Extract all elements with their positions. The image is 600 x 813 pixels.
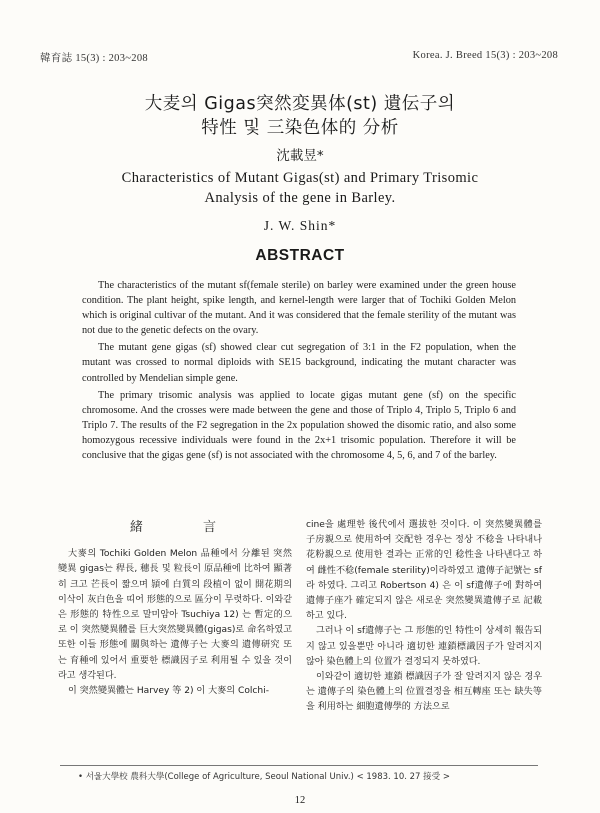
korean-title-line-2: 特性 및 三染色体的 分析 xyxy=(201,118,399,138)
english-title-line-1: Characteristics of Mutant Gigas(st) and Primary Trisomic xyxy=(121,170,479,186)
journal-header-english: Korea. J. Breed 15(3) : 203~208 xyxy=(412,50,558,61)
korean-title-line-1: 大麦의 Gigas突然変異体(st) 遺伝子의 xyxy=(144,94,456,114)
intro-paragraph-1: 大麥의 Tochiki Golden Melon 品種에서 分離된 突然變異 gigas는 稈長, 穗長 및 粒長이 原品種에 比하여 顯著히 크고 芒長이 짧으며 頴에 白質의 段植이 없이 開花期의 이삭이 灰白色을 띠어 形態的으로 區分이 무렷하다. 이와같은 形態的 特性으로 말미암아 Tsuchiya 12) 는 暫定的으로 이 突然變異體를 巨大突然變異體(gigas)로 命名하였고 또한 이들 形態에 關與하는 遺傳子는 大麥의 遺傳研究 또는 育種에 있어서 重要한 標識因子로 利用될 수 있을 것이라고 생각된다. xyxy=(58,549,292,681)
abstract-paragraph-2: The mutant gene gigas (sf) showed clear cut segregation of 3:1 in the F2 population, when the mutant was crossed to normal diploids with SE15 background, indicating the mutant character was controlled by Mendelian simple gene. xyxy=(82,342,516,384)
body-column-left xyxy=(58,518,292,699)
journal-header-korean: 韓育誌 15(3) : 203~208 xyxy=(40,53,148,64)
abstract-heading: ABSTRACT xyxy=(255,247,345,264)
footnote-divider xyxy=(60,765,538,766)
author-affiliation-footnote: • 서울大學校 農科大學(College of Agriculture, Seoul National Univ.) < 1983. 10. 27 接受 > xyxy=(78,772,450,782)
page-number: 12 xyxy=(294,795,306,806)
abstract-paragraph-3: The primary trisomic analysis was applied to locate gigas mutant gene (sf) on the specific chromosome. And the crosses were made between the gene and those of Triplo 4, Triplo 5, Triplo 6 and Triplo 7. The results of the F2 segregation in the 2x population showed the disomic ratio, and also some homozygous recessive individuals were found in the 2x+1 trisomic population. Therefore it will be conclusive that the gigas gene (sf) is not associated with the chromosome 4, 5, 6, and 7 of the barley. xyxy=(82,389,516,462)
introduction-heading: 緒 言 xyxy=(129,520,245,535)
intro-paragraph-2: 이 突然變異體는 Harvey 等 2) 이 大麥의 Colchi- xyxy=(68,686,269,697)
intro-paragraph-2-continued: cine을 處理한 後代에서 選拔한 것이다. 이 突然變異體를 子房親으로 使用하여 交配한 경우는 정상 不稔을 나타내나 花粉親으로 使用한 결과는 正常的인 稔性을 나타낸다고 하여 雌性不稔(female sterility)이라하였고 遺傳子記號는 sf라 하였다. 그리고 Robertson 4) 은 이 sf遺傳子에 對하여 遺傳子座가 確定되지 않은 새로운 突然變異遺傳子로 記載하고 있다. xyxy=(306,520,542,622)
intro-paragraph-4: 이와같이 適切한 連鎖 標識因子가 잘 알려지지 않은 경우는 遺傳子의 染色體上의 位置결정을 相互轉座 또는 缺失等을 利用하는 細胞遺傳學的 方法으로 xyxy=(306,672,542,713)
body-column-right xyxy=(306,518,542,716)
english-title-line-2: Analysis of the gene in Barley. xyxy=(204,190,396,206)
author-korean: 沈載昱* xyxy=(276,148,324,164)
intro-paragraph-3: 그러나 이 sf遺傳子는 그 形態的인 特性이 상세히 報告되지 않고 있을뿐만 아니라 適切한 連鎖標識因子가 알려지지 않아 染色體上의 位置가 결정되지 못하였다. xyxy=(306,626,542,667)
abstract-body xyxy=(82,278,516,465)
abstract-paragraph-1: The characteristics of the mutant sf(female sterile) on barley were examined under the green house condition. The plant height, spike length, and kernel-length were larger that of Tochiki Golden Melon which is original cultivar of the mutant. And it was considered that the female sterility of the mutant was not due to the genetic defects on the ovary. xyxy=(82,280,516,337)
author-english: J. W. Shin* xyxy=(263,218,337,233)
